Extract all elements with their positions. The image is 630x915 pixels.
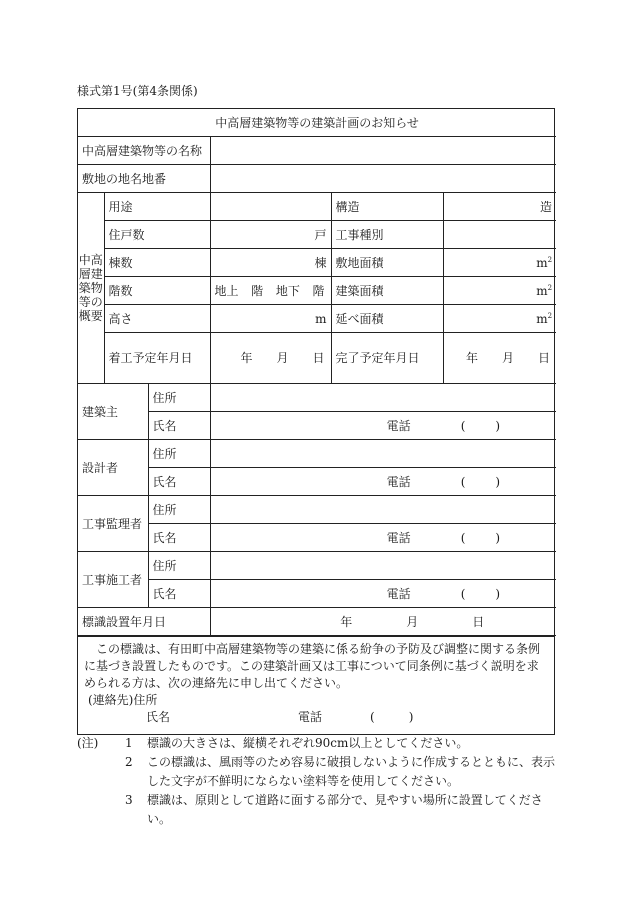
note-text: 標識は、原則として道路に面する部分で、見やすい場所に設置してください。	[147, 793, 543, 826]
party-role: 設計者	[78, 440, 148, 496]
paren-open: (	[460, 530, 466, 545]
notice-sheet	[77, 108, 555, 735]
overview-label: 中高層建築物等の概要	[78, 193, 104, 384]
note-number: 2	[125, 755, 133, 769]
phone-label: 電話	[386, 530, 411, 545]
address-label: 住所	[148, 384, 210, 412]
units-unit: 戸	[314, 227, 327, 242]
sign-date-label: 標識設置年月日	[78, 608, 210, 636]
floors-unit-above: 階	[251, 283, 264, 298]
area-sup: 2	[547, 283, 553, 292]
area-unit: m	[536, 311, 548, 326]
notes-section	[77, 734, 555, 829]
building-name-field[interactable]	[210, 137, 556, 165]
site-area-field[interactable]	[443, 249, 556, 277]
note-indent	[77, 791, 125, 829]
party-role: 工事監理者	[78, 496, 148, 552]
notice-block	[78, 636, 554, 734]
structure-field[interactable]	[443, 193, 556, 221]
contact-phone-label	[298, 709, 413, 726]
name-label: 氏名	[148, 524, 210, 552]
building-name-label: 中高層建築物等の名称	[78, 137, 210, 165]
paren-open: (	[460, 418, 466, 433]
building-area-field[interactable]	[443, 277, 556, 305]
building-area-label: 建築面積	[331, 277, 443, 305]
floors-unit-below: 階	[312, 283, 325, 298]
floor-area-field[interactable]	[443, 305, 556, 333]
buildings-label: 棟数	[104, 249, 210, 277]
height-field[interactable]	[210, 305, 331, 333]
name-label: 氏名	[148, 468, 210, 496]
note-item	[77, 791, 555, 829]
structure-unit: 造	[540, 199, 553, 214]
day-unit: 日	[472, 614, 485, 629]
party-role: 建築主	[78, 384, 148, 440]
designer-address-field[interactable]	[210, 440, 556, 468]
contact-row	[84, 709, 548, 726]
month-unit: 月	[276, 351, 289, 365]
phone-label: 電話	[386, 418, 411, 433]
paren-open: (	[370, 710, 375, 724]
paren-open: (	[460, 474, 466, 489]
month-unit: 月	[502, 351, 515, 365]
area-unit: m	[536, 255, 548, 270]
name-label: 氏名	[148, 580, 210, 608]
contractor-name-field[interactable]	[210, 580, 556, 608]
supervisor-address-field[interactable]	[210, 496, 556, 524]
note-item	[77, 734, 555, 753]
site-area-label: 敷地面積	[331, 249, 443, 277]
note-number: 1	[125, 736, 133, 750]
year-unit: 年	[340, 614, 353, 629]
area-sup: 2	[547, 255, 553, 264]
sign-date-field[interactable]	[210, 608, 556, 636]
units-label: 住戸数	[104, 221, 210, 249]
address-label: 住所	[148, 496, 210, 524]
use-field[interactable]	[210, 193, 331, 221]
structure-label: 構造	[331, 193, 443, 221]
note-text: 標識の大きさは、縦横それぞれ90cm以上としてください。	[147, 736, 469, 750]
area-unit: m	[536, 283, 548, 298]
contact-heading: (連絡先)住所	[88, 693, 158, 707]
plan-table	[78, 109, 556, 636]
phone-label: 電話	[386, 474, 411, 489]
supervisor-name-field[interactable]	[210, 524, 556, 552]
floor-area-label: 延べ面積	[331, 305, 443, 333]
paren-close: )	[408, 710, 414, 724]
note-number: 3	[125, 793, 133, 807]
party-role: 工事施工者	[78, 552, 148, 608]
floors-label: 階数	[104, 277, 210, 305]
lot-field[interactable]	[210, 165, 556, 193]
year-unit: 年	[466, 351, 479, 365]
area-sup: 2	[547, 311, 553, 320]
owner-name-field[interactable]	[210, 412, 556, 440]
units-field[interactable]	[210, 221, 331, 249]
paren-close: )	[495, 474, 501, 489]
form-number: 様式第1号(第4条関係)	[77, 84, 198, 98]
contact-phone-text: 電話	[298, 710, 323, 724]
floors-below: 地下	[275, 283, 300, 298]
month-unit: 月	[406, 614, 419, 629]
end-date-label: 完了予定年月日	[331, 333, 443, 384]
start-date-field[interactable]	[210, 333, 331, 384]
day-unit: 日	[538, 351, 551, 365]
day-unit: 日	[312, 351, 325, 365]
contractor-address-field[interactable]	[210, 552, 556, 580]
start-date-label: 着工予定年月日	[104, 333, 210, 384]
phone-label: 電話	[386, 586, 411, 601]
form-title: 中高層建築物等の建築計画のお知らせ	[78, 109, 556, 137]
note-text: この標識は、風雨等のため容易に破損しないように作成するとともに、表示した文字が不鮮明にならない塗料等を使用してください。	[147, 755, 556, 788]
height-unit: m	[315, 311, 327, 326]
note-item	[77, 753, 555, 791]
end-date-field[interactable]	[443, 333, 556, 384]
height-label: 高さ	[104, 305, 210, 333]
floors-above: 地上	[214, 283, 239, 298]
year-unit: 年	[240, 351, 253, 365]
buildings-field[interactable]	[210, 249, 331, 277]
notes-prefix: (注)	[77, 736, 99, 750]
address-label: 住所	[148, 552, 210, 580]
work-type-field[interactable]	[443, 221, 556, 249]
designer-name-field[interactable]	[210, 468, 556, 496]
buildings-unit: 棟	[314, 255, 327, 270]
use-label: 用途	[104, 193, 210, 221]
notice-text: この標識は、有田町中高層建築物等の建築に係る紛争の予防及び調整に関する条例に基づき設置したものです。この建築計画又は工事について同条例に基づく説明を求められる方は、次の連絡先に申し出てください。	[84, 642, 541, 690]
contact-name-label: 氏名	[146, 710, 171, 724]
paren-close: )	[495, 418, 501, 433]
note-indent	[77, 753, 125, 791]
paren-open: (	[460, 586, 466, 601]
work-type-label: 工事種別	[331, 221, 443, 249]
paren-close: )	[495, 530, 501, 545]
floors-field[interactable]	[210, 277, 331, 305]
name-label: 氏名	[148, 412, 210, 440]
address-label: 住所	[148, 440, 210, 468]
owner-address-field[interactable]	[210, 384, 556, 412]
lot-label: 敷地の地名地番	[78, 165, 210, 193]
paren-close: )	[495, 586, 501, 601]
